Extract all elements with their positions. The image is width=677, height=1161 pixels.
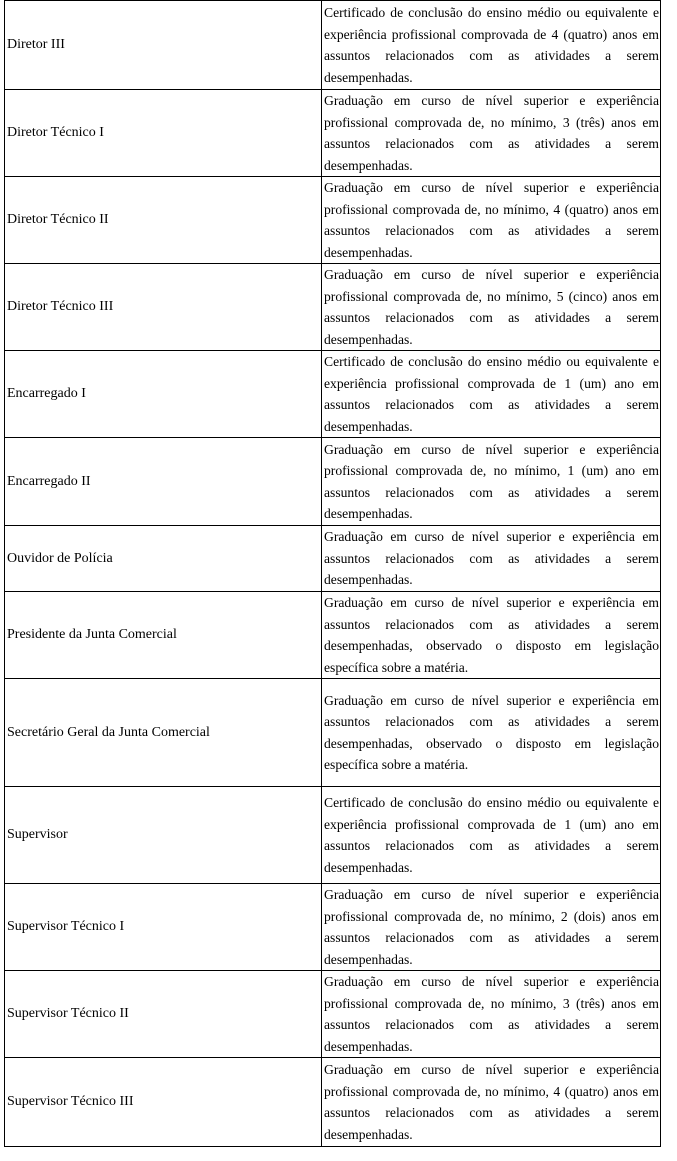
position-title: Diretor Técnico III <box>5 264 322 351</box>
position-requirement: Graduação em curso de nível superior e experiência profissional comprovada de, no mínimo, 4 (quatro) anos em assuntos relacionados com as atividades a serem desempenhadas. <box>322 177 661 264</box>
position-title: Supervisor <box>5 787 322 884</box>
position-title: Diretor III <box>5 1 322 90</box>
position-title: Diretor Técnico I <box>5 90 322 177</box>
position-requirement: Graduação em curso de nível superior e experiência em assuntos relacionados com as atividades a serem desempenhadas. <box>322 526 661 592</box>
position-title: Secretário Geral da Junta Comercial <box>5 679 322 787</box>
position-title: Presidente da Junta Comercial <box>5 592 322 679</box>
table-row <box>5 679 661 787</box>
table-row <box>5 787 661 884</box>
table-row <box>5 438 661 526</box>
position-title: Encarregado I <box>5 351 322 438</box>
position-title: Encarregado II <box>5 438 322 526</box>
table-row <box>5 971 661 1058</box>
table-row <box>5 1058 661 1147</box>
table-row <box>5 177 661 264</box>
position-requirement: Graduação em curso de nível superior e experiência profissional comprovada de, no mínimo, 3 (três) anos em assuntos relacionados com as atividades a serem desempenhadas. <box>322 90 661 177</box>
position-requirement: Certificado de conclusão do ensino médio ou equivalente e experiência profissional comprovada de 1 (um) ano em assuntos relacionados com as atividades a serem desempenhadas. <box>322 787 661 884</box>
table-row <box>5 1 661 90</box>
document-page <box>4 0 661 1147</box>
position-title: Diretor Técnico II <box>5 177 322 264</box>
table-row <box>5 264 661 351</box>
position-requirement: Graduação em curso de nível superior e experiência profissional comprovada de, no mínimo, 1 (um) ano em assuntos relacionados com as atividades a serem desempenhadas. <box>322 438 661 526</box>
position-requirement: Graduação em curso de nível superior e experiência em assuntos relacionados com as atividades a serem desempenhadas, observado o disposto em legislação específica sobre a matéria. <box>322 679 661 787</box>
requirements-table <box>4 0 661 1147</box>
table-row <box>5 351 661 438</box>
table-row <box>5 884 661 971</box>
table-row <box>5 90 661 177</box>
position-requirement: Graduação em curso de nível superior e experiência profissional comprovada de, no mínimo, 3 (três) anos em assuntos relacionados com as atividades a serem desempenhadas. <box>322 971 661 1058</box>
position-requirement: Graduação em curso de nível superior e experiência em assuntos relacionados com as atividades a serem desempenhadas, observado o disposto em legislação específica sobre a matéria. <box>322 592 661 679</box>
position-title: Ouvidor de Polícia <box>5 526 322 592</box>
position-requirement: Graduação em curso de nível superior e experiência profissional comprovada de, no mínimo, 5 (cinco) anos em assuntos relacionados com as atividades a serem desempenhadas. <box>322 264 661 351</box>
position-title: Supervisor Técnico I <box>5 884 322 971</box>
position-requirement: Certificado de conclusão do ensino médio ou equivalente e experiência profissional comprovada de 1 (um) ano em assuntos relacionados com as atividades a serem desempenhadas. <box>322 351 661 438</box>
position-title: Supervisor Técnico II <box>5 971 322 1058</box>
table-row <box>5 592 661 679</box>
requirements-table-body <box>5 1 661 1147</box>
position-title: Supervisor Técnico III <box>5 1058 322 1147</box>
position-requirement: Certificado de conclusão do ensino médio ou equivalente e experiência profissional comprovada de 4 (quatro) anos em assuntos relacionados com as atividades a serem desempenhadas. <box>322 1 661 90</box>
position-requirement: Graduação em curso de nível superior e experiência profissional comprovada de, no mínimo, 4 (quatro) anos em assuntos relacionados com as atividades a serem desempenhadas. <box>322 1058 661 1147</box>
table-row <box>5 526 661 592</box>
position-requirement: Graduação em curso de nível superior e experiência profissional comprovada de, no mínimo, 2 (dois) anos em assuntos relacionados com as atividades a serem desempenhadas. <box>322 884 661 971</box>
